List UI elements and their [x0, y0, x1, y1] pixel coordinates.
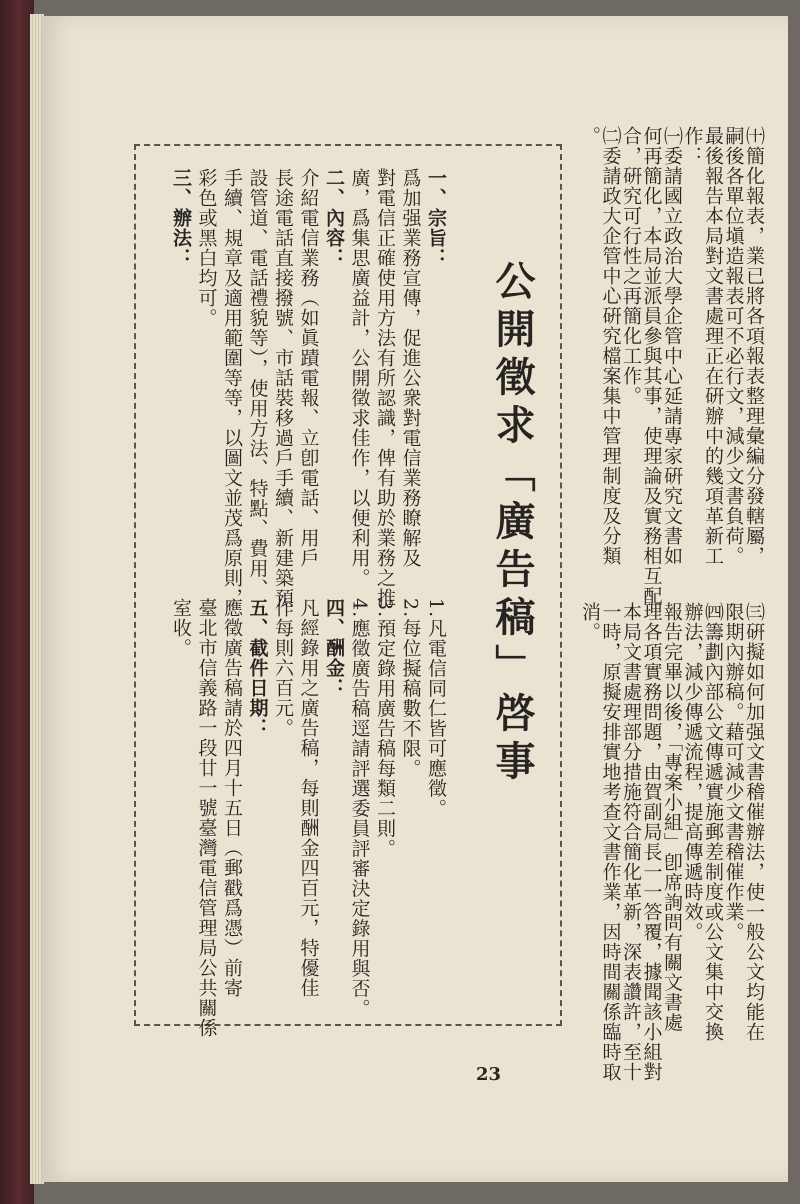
- text-column: 手續、規章及適用範圍等等，以圖文並茂爲原則，: [221, 168, 243, 608]
- text-column: 對電信正確使用方法有所認識，俾有助於業務之推: [374, 168, 396, 608]
- text-column: 應徵廣告稿請於四月十五日（郵戳爲憑）前寄: [221, 598, 243, 998]
- text-column: 二、內容：: [323, 168, 345, 268]
- text-column: 辦法，減少傳遞流程，提高傳遞時效。: [681, 602, 704, 942]
- text-column: 臺北市信義路一段廿一號臺灣電信管理局公共關係: [195, 598, 218, 1038]
- text-column: ㈡委請政大企管中心硏究檔案集中管理制度及分類: [599, 126, 622, 566]
- text-column: 本局文書處理部分措施符合簡化革新，深表讚許，至十: [620, 602, 642, 1082]
- text-column: ㈢硏擬如何加强文書稽催辦法，使一般公文均能在: [743, 602, 765, 1042]
- text-column: 凡經錄用之廣告稿，每則酬金四百元，特優佳: [297, 598, 320, 998]
- text-column: ㈩簡化報表，業已將各項報表整理彙編分發轄屬，: [743, 126, 765, 566]
- text-column: 嗣後各單位塡造報表可不必行文，減少文書負荷。: [722, 126, 745, 566]
- text-column: 彩色或黑白均可。: [195, 168, 218, 328]
- text-column: 設管道、電話禮貌等），使用方法、特點、費用、: [246, 168, 269, 599]
- text-column: 廣，爲集思廣益計，公開徵求佳作，以便利用。: [348, 168, 371, 588]
- text-column: 消。: [579, 602, 601, 642]
- text-column: 何再簡化，本局並派員參與其事，使理論及實務相互配: [640, 126, 663, 606]
- text-column: 限期內辦稿。藉可減少文書稽催作業。: [722, 602, 745, 942]
- text-column: 最後報告本局對文書處理正在硏辦中的幾項革新工: [702, 126, 724, 566]
- text-column: ㈣籌劃內部公文傳遞實施郵差制度或公文集中交換: [702, 602, 724, 1042]
- text-column: 作每則六百元。: [272, 598, 294, 738]
- text-column: 4.應徵廣告稿逕請評選委員評審決定錄用與否。: [348, 598, 371, 1019]
- text-column: 五、截件日期：: [246, 598, 269, 738]
- text-column: 三、辦法：: [170, 168, 192, 268]
- text-column: 1.凡電信同仁皆可應徵。: [425, 598, 447, 819]
- book-page: [42, 16, 788, 1182]
- text-column: 報告完畢以後，「專案小組」卽席詢問有關文書處: [661, 602, 683, 1033]
- text-column: 一、宗旨：: [425, 168, 447, 268]
- text-column: 3.預定錄用廣告稿每類二則。: [374, 598, 396, 859]
- text-column: 長途電話直接撥號、市話裝移過戶手續、新建築預: [272, 168, 294, 608]
- text-column: 爲加强業務宣傳，促進公衆對電信業務瞭解及: [399, 168, 422, 568]
- page-number: 23: [476, 1064, 502, 1085]
- text-column: 理各項實務問題，由賀副局長一一答覆，據聞該小組對: [640, 602, 663, 1082]
- book-binding: [0, 0, 34, 1204]
- text-column: 四、酬金：: [323, 598, 345, 698]
- text-column: 合，硏究可行性之再簡化工作。: [620, 126, 642, 406]
- text-column: 2.每位擬稿數不限。: [399, 598, 422, 779]
- text-column: 室收。: [170, 598, 192, 658]
- text-column: 作：: [681, 126, 704, 166]
- text-column: 介紹電信業務（如眞蹟電報、立卽電話、用戶: [297, 168, 320, 568]
- text-column: 。: [579, 126, 601, 146]
- text-column: 一時，原擬安排實地考查文書作業，因時間關係臨時取: [599, 602, 622, 1082]
- notice-title: 公開徵求「廣告稿」啓事: [489, 260, 536, 788]
- text-column: ㈠委請國立政治大學企管中心延請專家硏究文書如: [661, 126, 683, 566]
